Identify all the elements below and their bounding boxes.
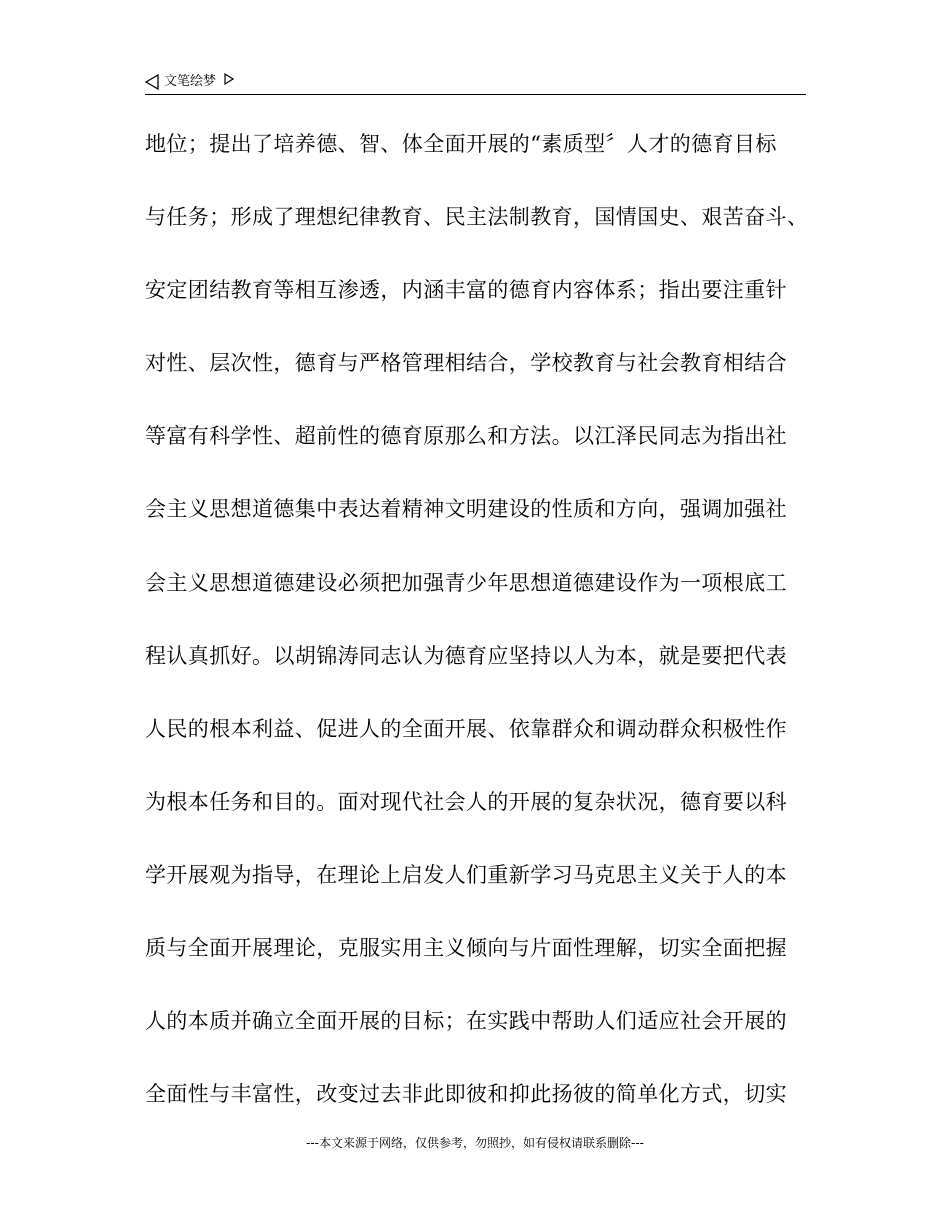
header-brand: [145, 74, 234, 90]
text-line: 质与全面开展理论，克服实用主义倾向与片面性理解，切实全面把握: [145, 936, 787, 961]
text-line: 人的本质并确立全面开展的目标；在实践中帮助人们适应社会开展的: [145, 1009, 787, 1034]
text-line: 程认真抓好。以胡锦涛同志认为德育应坚持以人为本，就是要把代表: [145, 643, 787, 668]
text-line: 对性、层次性，德育与严格管理相结合，学校教育与社会教育相结合: [145, 351, 787, 376]
text-line: 与任务；形成了理想纪律教育、民主法制教育，国情国史、艰苦奋斗、: [145, 205, 809, 230]
text-line: 学开展观为指导，在理论上启发人们重新学习马克思主义关于人的本: [145, 862, 787, 887]
triangle-right-icon: [224, 73, 234, 85]
text-line: 为根本任务和目的。面对现代社会人的开展的复杂状况，德育要以科: [145, 789, 787, 814]
text-line: 地位；提出了培养德、智、体全面开展的“素质型〞人才的德育目标: [145, 132, 777, 156]
document-body: [145, 124, 815, 1147]
text-line: 安定团结教育等相互渗透，内涵丰富的德育内容体系；指出要注重针: [145, 278, 787, 303]
text-line: 全面性与丰富性，改变过去非此即彼和抑此扬彼的简单化方式，切实: [145, 1082, 787, 1107]
text-line: 人民的根本利益、促进人的全面开展、依靠群众和调动群众积极性作: [145, 716, 787, 741]
triangle-left-icon: [145, 74, 159, 90]
text-line: 等富有科学性、超前性的德育原那么和方法。以江泽民同志为指出社: [145, 424, 787, 449]
header-title: 文笔绘梦: [164, 74, 217, 89]
footer-notice: ---本文来源于网络，仅供参考，勿照抄，如有侵权请联系删除---: [306, 1136, 644, 1150]
page-header: [145, 72, 806, 95]
text-line: 会主义思想道德集中表达着精神文明建设的性质和方向，强调加强社: [145, 497, 787, 522]
text-line: 会主义思想道德建设必须把加强青少年思想道德建设作为一项根底工: [145, 570, 787, 595]
